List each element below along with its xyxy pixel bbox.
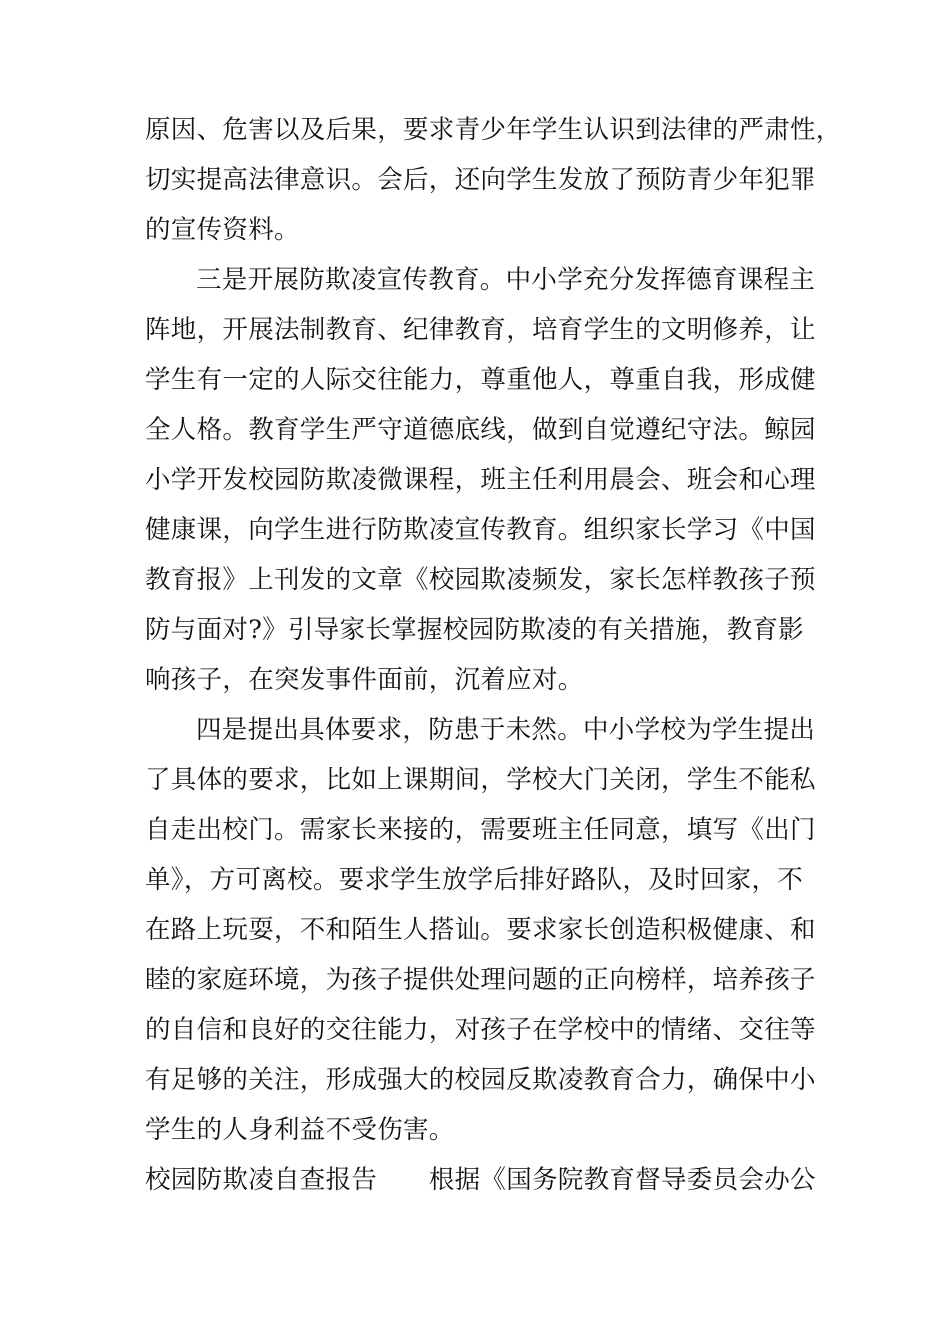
text-line: 切实提高法律意识。会后，还向学生发放了预防青少年犯罪: [145, 165, 816, 195]
text-line: 了具体的要求，比如上课期间，学校大门关闭，学生不能私: [145, 765, 816, 795]
text-line: 的自信和良好的交往能力，对孩子在学校中的情绪、交往等: [145, 1015, 816, 1045]
text-line: 响孩子，在突发事件面前，沉着应对。: [145, 665, 584, 695]
text-line: 有足够的关注，形成强大的校园反欺凌教育合力，确保中小: [145, 1065, 816, 1095]
text-line: 教育报》上刊发的文章《校园欺凌频发，家长怎样教孩子预: [145, 565, 816, 595]
text-line: 阵地，开展法制教育、纪律教育，培育学生的文明修养，让: [145, 315, 816, 345]
section-heading-line: 校园防欺凌自查报告 根据《国务院教育督导委员会办公: [145, 1165, 816, 1195]
text-line: 学生有一定的人际交往能力，尊重他人，尊重自我，形成健: [145, 365, 816, 395]
text-line: 全人格。教育学生严守道德底线，做到自觉遵纪守法。鲸园: [145, 415, 816, 445]
text-line: 单》，方可离校。要求学生放学后排好路队，及时回家，不: [145, 865, 804, 895]
text-line: 睦的家庭环境，为孩子提供处理问题的正向榜样，培养孩子: [145, 965, 816, 995]
paragraph-first-line: 三是开展防欺凌宣传教育。中小学充分发挥德育课程主: [196, 265, 816, 295]
text-line: 在路上玩耍，不和陌生人搭讪。要求家长创造积极健康、和: [145, 915, 816, 945]
paragraph-first-line: 四是提出具体要求，防患于未然。中小学校为学生提出: [196, 715, 816, 745]
text-line: 原因、危害以及后果，要求青少年学生认识到法律的严肃性，: [145, 115, 842, 145]
text-line: 小学开发校园防欺凌微课程，班主任利用晨会、班会和心理: [145, 465, 816, 495]
text-line: 健康课，向学生进行防欺凌宣传教育。组织家长学习《中国: [145, 515, 816, 545]
text-line: 防与面对?》引导家长掌握校园防欺凌的有关措施，教育影: [145, 615, 804, 645]
text-line: 的宣传资料。: [145, 215, 300, 245]
text-line: 自走出校门。需家长来接的，需要班主任同意，填写《出门: [145, 815, 816, 845]
text-line: 学生的人身利益不受伤害。: [145, 1115, 455, 1145]
